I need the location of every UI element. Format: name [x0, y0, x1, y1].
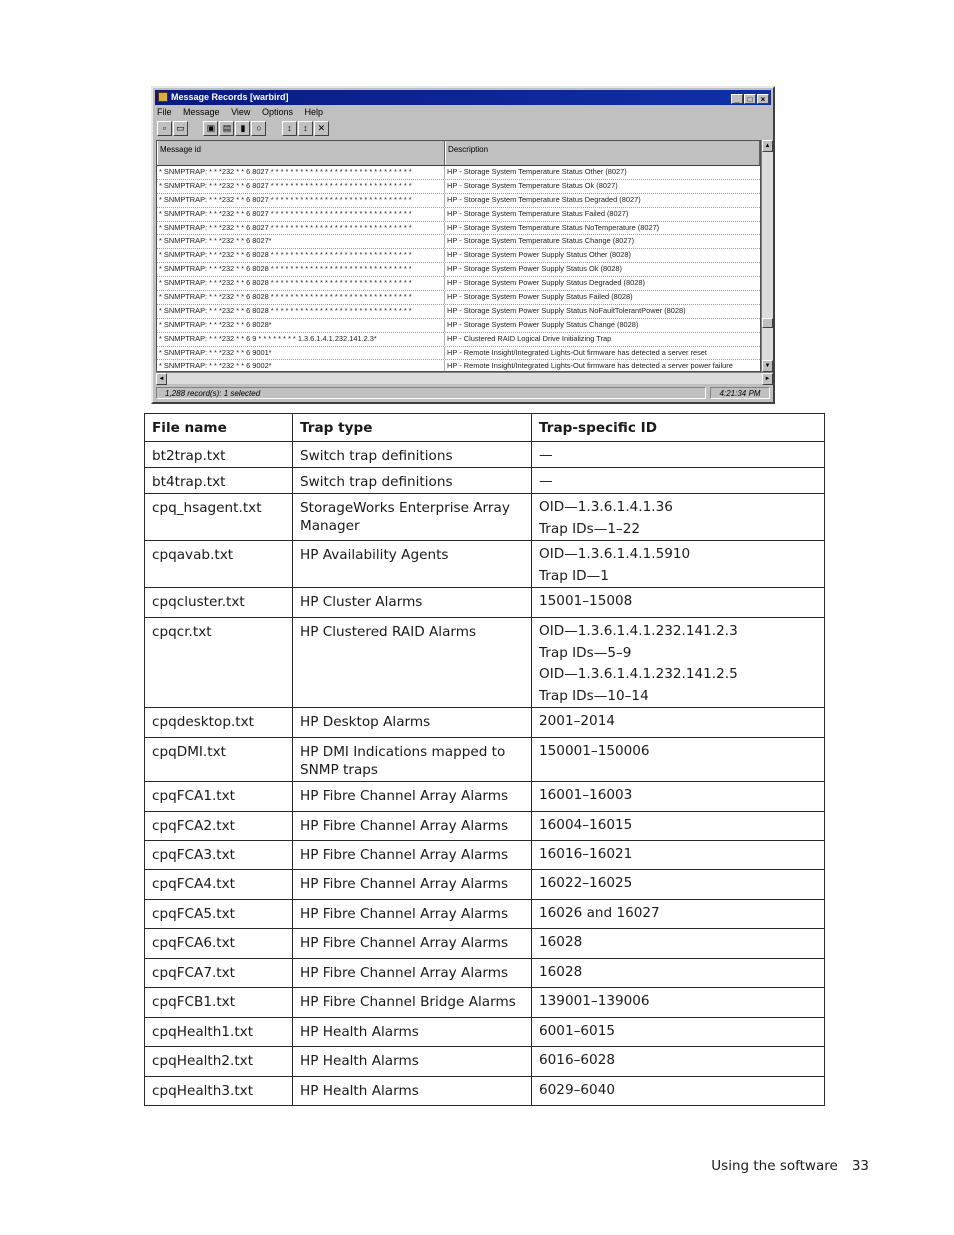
trap-type-cell: HP DMI Indications mapped to SNMP traps — [293, 738, 532, 782]
message-id-cell: * SNMPTRAP: * * *232 * * 6 8027 * * * * * * * * * * * * * * * * * * * * * * * * * * * * * — [157, 208, 445, 221]
properties-icon[interactable]: ▤ — [219, 121, 234, 136]
file-name-cell: bt4trap.txt — [145, 468, 293, 494]
table-row — [145, 1047, 825, 1077]
message-id-cell: * SNMPTRAP: * * *232 * * 6 9001* — [157, 347, 445, 360]
copy-icon[interactable]: ▣ — [203, 121, 218, 136]
trap-id-cell — [532, 988, 825, 1018]
trap-id-line: 6016–6028 — [539, 1052, 615, 1068]
trap-id-line: 16016–16021 — [539, 846, 633, 862]
sort-asc-icon[interactable]: ↕ — [282, 121, 297, 136]
trap-id-cell — [532, 738, 825, 782]
description-cell: HP - Storage System Temperature Status Degraded (8027) — [447, 194, 641, 204]
table-row — [145, 900, 825, 929]
delete-icon[interactable]: ▮ — [235, 121, 250, 136]
list-item[interactable] — [157, 291, 760, 305]
trap-id-line: OID—1.3.6.1.4.1.232.141.2.5 — [539, 666, 738, 682]
list-body — [157, 166, 760, 372]
list-item[interactable] — [157, 222, 760, 236]
trap-id-cell — [532, 1047, 825, 1077]
scroll-up-icon[interactable]: ▲ — [762, 140, 773, 152]
trap-id-cell — [532, 541, 825, 588]
trap-type-cell: HP Health Alarms — [293, 1018, 532, 1047]
table-row — [145, 541, 825, 588]
trap-type-cell: HP Fibre Channel Array Alarms — [293, 900, 532, 929]
scroll-down-icon[interactable]: ▼ — [762, 360, 773, 372]
list-item[interactable] — [157, 166, 760, 180]
menu-bar — [157, 107, 332, 117]
file-name-cell: cpqHealth2.txt — [145, 1047, 293, 1077]
trap-type-cell: HP Fibre Channel Array Alarms — [293, 870, 532, 900]
list-item[interactable] — [157, 347, 760, 361]
scroll-left-icon[interactable]: ◄ — [156, 373, 167, 385]
list-item[interactable] — [157, 319, 760, 333]
close-icon[interactable]: × — [757, 94, 769, 104]
file-name-cell: bt2trap.txt — [145, 442, 293, 468]
list-item[interactable] — [157, 360, 760, 372]
trap-id-cell — [532, 812, 825, 841]
table-row — [145, 442, 825, 468]
message-id-cell: * SNMPTRAP: * * *232 * * 6 9 * * * * * * * * 1.3.6.1.4.1.232.141.2.3* — [157, 333, 445, 346]
trap-id-cell — [532, 708, 825, 738]
vertical-scrollbar[interactable] — [761, 140, 773, 372]
table-row — [145, 870, 825, 900]
list-item[interactable] — [157, 305, 760, 319]
list-item[interactable] — [157, 235, 760, 249]
file-name-cell: cpqFCB1.txt — [145, 988, 293, 1018]
trap-type-cell: HP Fibre Channel Array Alarms — [293, 841, 532, 870]
window-title: Message Records [warbird] — [171, 92, 289, 102]
description-cell: HP - Storage System Temperature Status Other (8027) — [447, 167, 627, 176]
menu-help[interactable]: Help — [304, 107, 324, 117]
description-cell: HP - Clustered RAID Logical Drive Initializing Trap — [447, 333, 612, 343]
description-cell: HP - Remote Insight/Integrated Lights-Out firmware has detected a server reset — [447, 347, 707, 357]
trap-id-line: 139001–139006 — [539, 993, 650, 1009]
trap-id-line: 150001–150006 — [539, 743, 650, 759]
message-id-cell: * SNMPTRAP: * * *232 * * 6 8028 * * * * * * * * * * * * * * * * * * * * * * * * * * * * * — [157, 305, 445, 318]
trap-id-line: 16022–16025 — [539, 875, 633, 891]
file-name-cell: cpqFCA1.txt — [145, 782, 293, 812]
trap-id-line: Trap ID—1 — [539, 567, 609, 584]
table-row — [145, 841, 825, 870]
trap-type-cell: HP Health Alarms — [293, 1047, 532, 1077]
file-name-cell: cpqFCA3.txt — [145, 841, 293, 870]
trap-type-cell: Switch trap definitions — [293, 442, 532, 468]
message-records-screenshot — [151, 86, 775, 404]
menu-file[interactable]: File — [157, 107, 172, 117]
file-name-cell: cpq_hsagent.txt — [145, 494, 293, 541]
message-id-cell: * SNMPTRAP: * * *232 * * 6 8028 * * * * * * * * * * * * * * * * * * * * * * * * * * * * * — [157, 249, 445, 262]
table-row — [145, 588, 825, 618]
description-cell: HP - Storage System Temperature Status Ok (8027) — [447, 180, 618, 190]
message-id-cell: * SNMPTRAP: * * *232 * * 6 8027 * * * * * * * * * * * * * * * * * * * * * * * * * * * * * — [157, 166, 445, 179]
header-file-name: File name — [145, 414, 293, 442]
list-item[interactable] — [157, 277, 760, 291]
message-id-cell: * SNMPTRAP: * * *232 * * 6 8027* — [157, 235, 445, 248]
trap-id-cell — [532, 841, 825, 870]
toolbar — [157, 121, 330, 138]
trap-id-cell — [532, 959, 825, 988]
trap-id-line: 16028 — [539, 934, 583, 950]
table-row — [145, 468, 825, 494]
trap-id-cell — [532, 929, 825, 959]
header-trap-specific-id: Trap-specific ID — [532, 414, 825, 442]
trap-id-line: 16026 and 16027 — [539, 905, 660, 921]
trap-id-cell — [532, 618, 825, 708]
scroll-thumb[interactable] — [762, 318, 773, 328]
trap-type-cell: HP Fibre Channel Bridge Alarms — [293, 988, 532, 1018]
trap-id-cell — [532, 782, 825, 812]
new-icon[interactable]: ▫ — [157, 121, 172, 136]
message-id-cell: * SNMPTRAP: * * *232 * * 6 8027 * * * * * * * * * * * * * * * * * * * * * * * * * * * * * — [157, 180, 445, 193]
trap-id-line: 16004–16015 — [539, 817, 633, 833]
message-id-cell: * SNMPTRAP: * * *232 * * 6 8027 * * * * * * * * * * * * * * * * * * * * * * * * * * * * * — [157, 222, 445, 235]
trap-type-cell: HP Desktop Alarms — [293, 708, 532, 738]
trap-id-line: 16028 — [539, 964, 583, 980]
message-id-cell: * SNMPTRAP: * * *232 * * 6 9002* — [157, 360, 445, 372]
table-row — [145, 959, 825, 988]
trap-id-line: 16001–16003 — [539, 787, 633, 803]
scroll-right-icon[interactable]: ► — [762, 373, 773, 385]
minimize-icon[interactable]: _ — [731, 94, 743, 104]
list-item[interactable] — [157, 263, 760, 277]
status-bar — [156, 387, 770, 400]
message-id-cell: * SNMPTRAP: * * *232 * * 6 8028 * * * * * * * * * * * * * * * * * * * * * * * * * * * * * — [157, 263, 445, 276]
table-row — [145, 988, 825, 1018]
trap-type-cell: HP Fibre Channel Array Alarms — [293, 959, 532, 988]
description-cell: HP - Remote Insight/Integrated Lights-Out firmware has detected a server power failure — [447, 361, 733, 371]
file-name-cell: cpqHealth1.txt — [145, 1018, 293, 1047]
description-cell: HP - Storage System Temperature Status Change (8027) — [447, 236, 635, 246]
page-footer — [711, 1158, 869, 1174]
menu-options[interactable]: Options — [261, 107, 293, 117]
description-cell: HP - Storage System Power Supply Status Change (8028) — [447, 319, 639, 329]
table-row — [145, 1077, 825, 1106]
file-name-cell: cpqHealth3.txt — [145, 1077, 293, 1106]
table-row — [145, 812, 825, 841]
table-body — [145, 442, 825, 1106]
list-item[interactable] — [157, 180, 760, 194]
message-id-cell: * SNMPTRAP: * * *232 * * 6 8028 * * * * * * * * * * * * * * * * * * * * * * * * * * * * * — [157, 291, 445, 304]
trap-id-line: 2001–2014 — [539, 713, 615, 729]
trap-id-cell — [532, 588, 825, 618]
description-cell: HP - Storage System Power Supply Status NoFaultTolerantPower (8028) — [447, 305, 686, 315]
status-time: 4:21:34 PM — [710, 387, 770, 399]
trap-id-line: Trap IDs—10–14 — [539, 687, 649, 704]
footer-section: Using the software — [711, 1158, 838, 1174]
file-name-cell: cpqcr.txt — [145, 618, 293, 708]
trap-id-line: 6029–6040 — [539, 1082, 615, 1098]
trap-type-cell: HP Clustered RAID Alarms — [293, 618, 532, 708]
list-header — [157, 141, 760, 166]
description-cell: HP - Storage System Temperature Status Failed (8027) — [447, 208, 629, 218]
message-id-cell: * SNMPTRAP: * * *232 * * 6 8027 * * * * * * * * * * * * * * * * * * * * * * * * * * * * * — [157, 194, 445, 207]
trap-type-cell: HP Availability Agents — [293, 541, 532, 588]
file-name-cell: cpqcluster.txt — [145, 588, 293, 618]
file-name-cell: cpqFCA4.txt — [145, 870, 293, 900]
message-id-cell: * SNMPTRAP: * * *232 * * 6 8028* — [157, 319, 445, 332]
table-row — [145, 708, 825, 738]
trap-id-cell — [532, 1018, 825, 1047]
message-list[interactable] — [156, 140, 761, 372]
status-record-count: 1,288 record(s): 1 selected — [156, 387, 706, 399]
trap-id-line: Trap IDs—1–22 — [539, 520, 641, 537]
trap-id-line: OID—1.3.6.1.4.1.232.141.2.3 — [539, 623, 738, 639]
trap-id-line: 6001–6015 — [539, 1023, 615, 1039]
trap-id-cell — [532, 494, 825, 541]
trap-id-line: OID—1.3.6.1.4.1.36 — [539, 499, 673, 515]
message-id-cell: * SNMPTRAP: * * *232 * * 6 8028 * * * * * * * * * * * * * * * * * * * * * * * * * * * * * — [157, 277, 445, 290]
app-icon — [158, 92, 168, 102]
trap-id-line: Trap IDs—5–9 — [539, 644, 632, 661]
file-name-cell: cpqDMI.txt — [145, 738, 293, 782]
trap-id-cell — [532, 900, 825, 929]
trap-type-cell: HP Cluster Alarms — [293, 588, 532, 618]
trap-type-cell: StorageWorks Enterprise Array Manager — [293, 494, 532, 541]
maximize-icon[interactable]: □ — [744, 94, 756, 104]
table-header-row — [145, 414, 825, 442]
trap-type-cell: Switch trap definitions — [293, 468, 532, 494]
trap-file-table — [144, 413, 825, 1106]
list-item[interactable] — [157, 249, 760, 263]
table-row — [145, 738, 825, 782]
file-name-cell: cpqFCA6.txt — [145, 929, 293, 959]
table-row — [145, 782, 825, 812]
trap-type-cell: HP Fibre Channel Array Alarms — [293, 782, 532, 812]
table-row — [145, 494, 825, 541]
trap-id-cell — [532, 442, 825, 468]
header-trap-type: Trap type — [293, 414, 532, 442]
trap-id-line: 15001–15008 — [539, 593, 633, 609]
page-number: 33 — [851, 1158, 869, 1174]
description-cell: HP - Storage System Temperature Status NoTemperature (8027) — [447, 222, 660, 232]
trap-id-line: OID—1.3.6.1.4.1.5910 — [539, 546, 691, 562]
trap-id-line: — — [539, 447, 553, 463]
trap-type-cell: HP Fibre Channel Array Alarms — [293, 812, 532, 841]
trap-id-cell — [532, 468, 825, 494]
trap-type-cell: HP Fibre Channel Array Alarms — [293, 929, 532, 959]
file-name-cell: cpqdesktop.txt — [145, 708, 293, 738]
trap-type-cell: HP Health Alarms — [293, 1077, 532, 1106]
file-name-cell: cpqFCA5.txt — [145, 900, 293, 929]
description-cell: HP - Storage System Power Supply Status Ok (8028) — [447, 264, 622, 274]
list-item[interactable] — [157, 333, 760, 347]
find-icon[interactable]: ○ — [251, 121, 266, 136]
exit-icon[interactable]: ✕ — [314, 121, 329, 136]
table-row — [145, 618, 825, 708]
menu-message[interactable]: Message — [183, 107, 220, 117]
sort-desc-icon[interactable]: ↕ — [298, 121, 313, 136]
window-titlebar — [155, 90, 771, 105]
description-cell: HP - Storage System Power Supply Status Failed (8028) — [447, 292, 633, 302]
trap-id-cell — [532, 870, 825, 900]
list-item[interactable] — [157, 208, 760, 222]
trap-id-cell — [532, 1077, 825, 1106]
list-item[interactable] — [157, 194, 760, 208]
horizontal-scrollbar[interactable] — [156, 372, 773, 384]
column-message-id[interactable]: Message id — [157, 141, 445, 165]
file-name-cell: cpqavab.txt — [145, 541, 293, 588]
description-cell: HP - Storage System Power Supply Status Degraded (8028) — [447, 278, 645, 288]
table-row — [145, 929, 825, 959]
trap-id-line: — — [539, 473, 553, 489]
menu-view[interactable]: View — [231, 107, 251, 117]
file-name-cell: cpqFCA7.txt — [145, 959, 293, 988]
table-row — [145, 1018, 825, 1047]
column-description[interactable]: Description — [445, 141, 760, 165]
file-name-cell: cpqFCA2.txt — [145, 812, 293, 841]
open-icon[interactable]: ▭ — [173, 121, 188, 136]
description-cell: HP - Storage System Power Supply Status Other (8028) — [447, 250, 631, 260]
